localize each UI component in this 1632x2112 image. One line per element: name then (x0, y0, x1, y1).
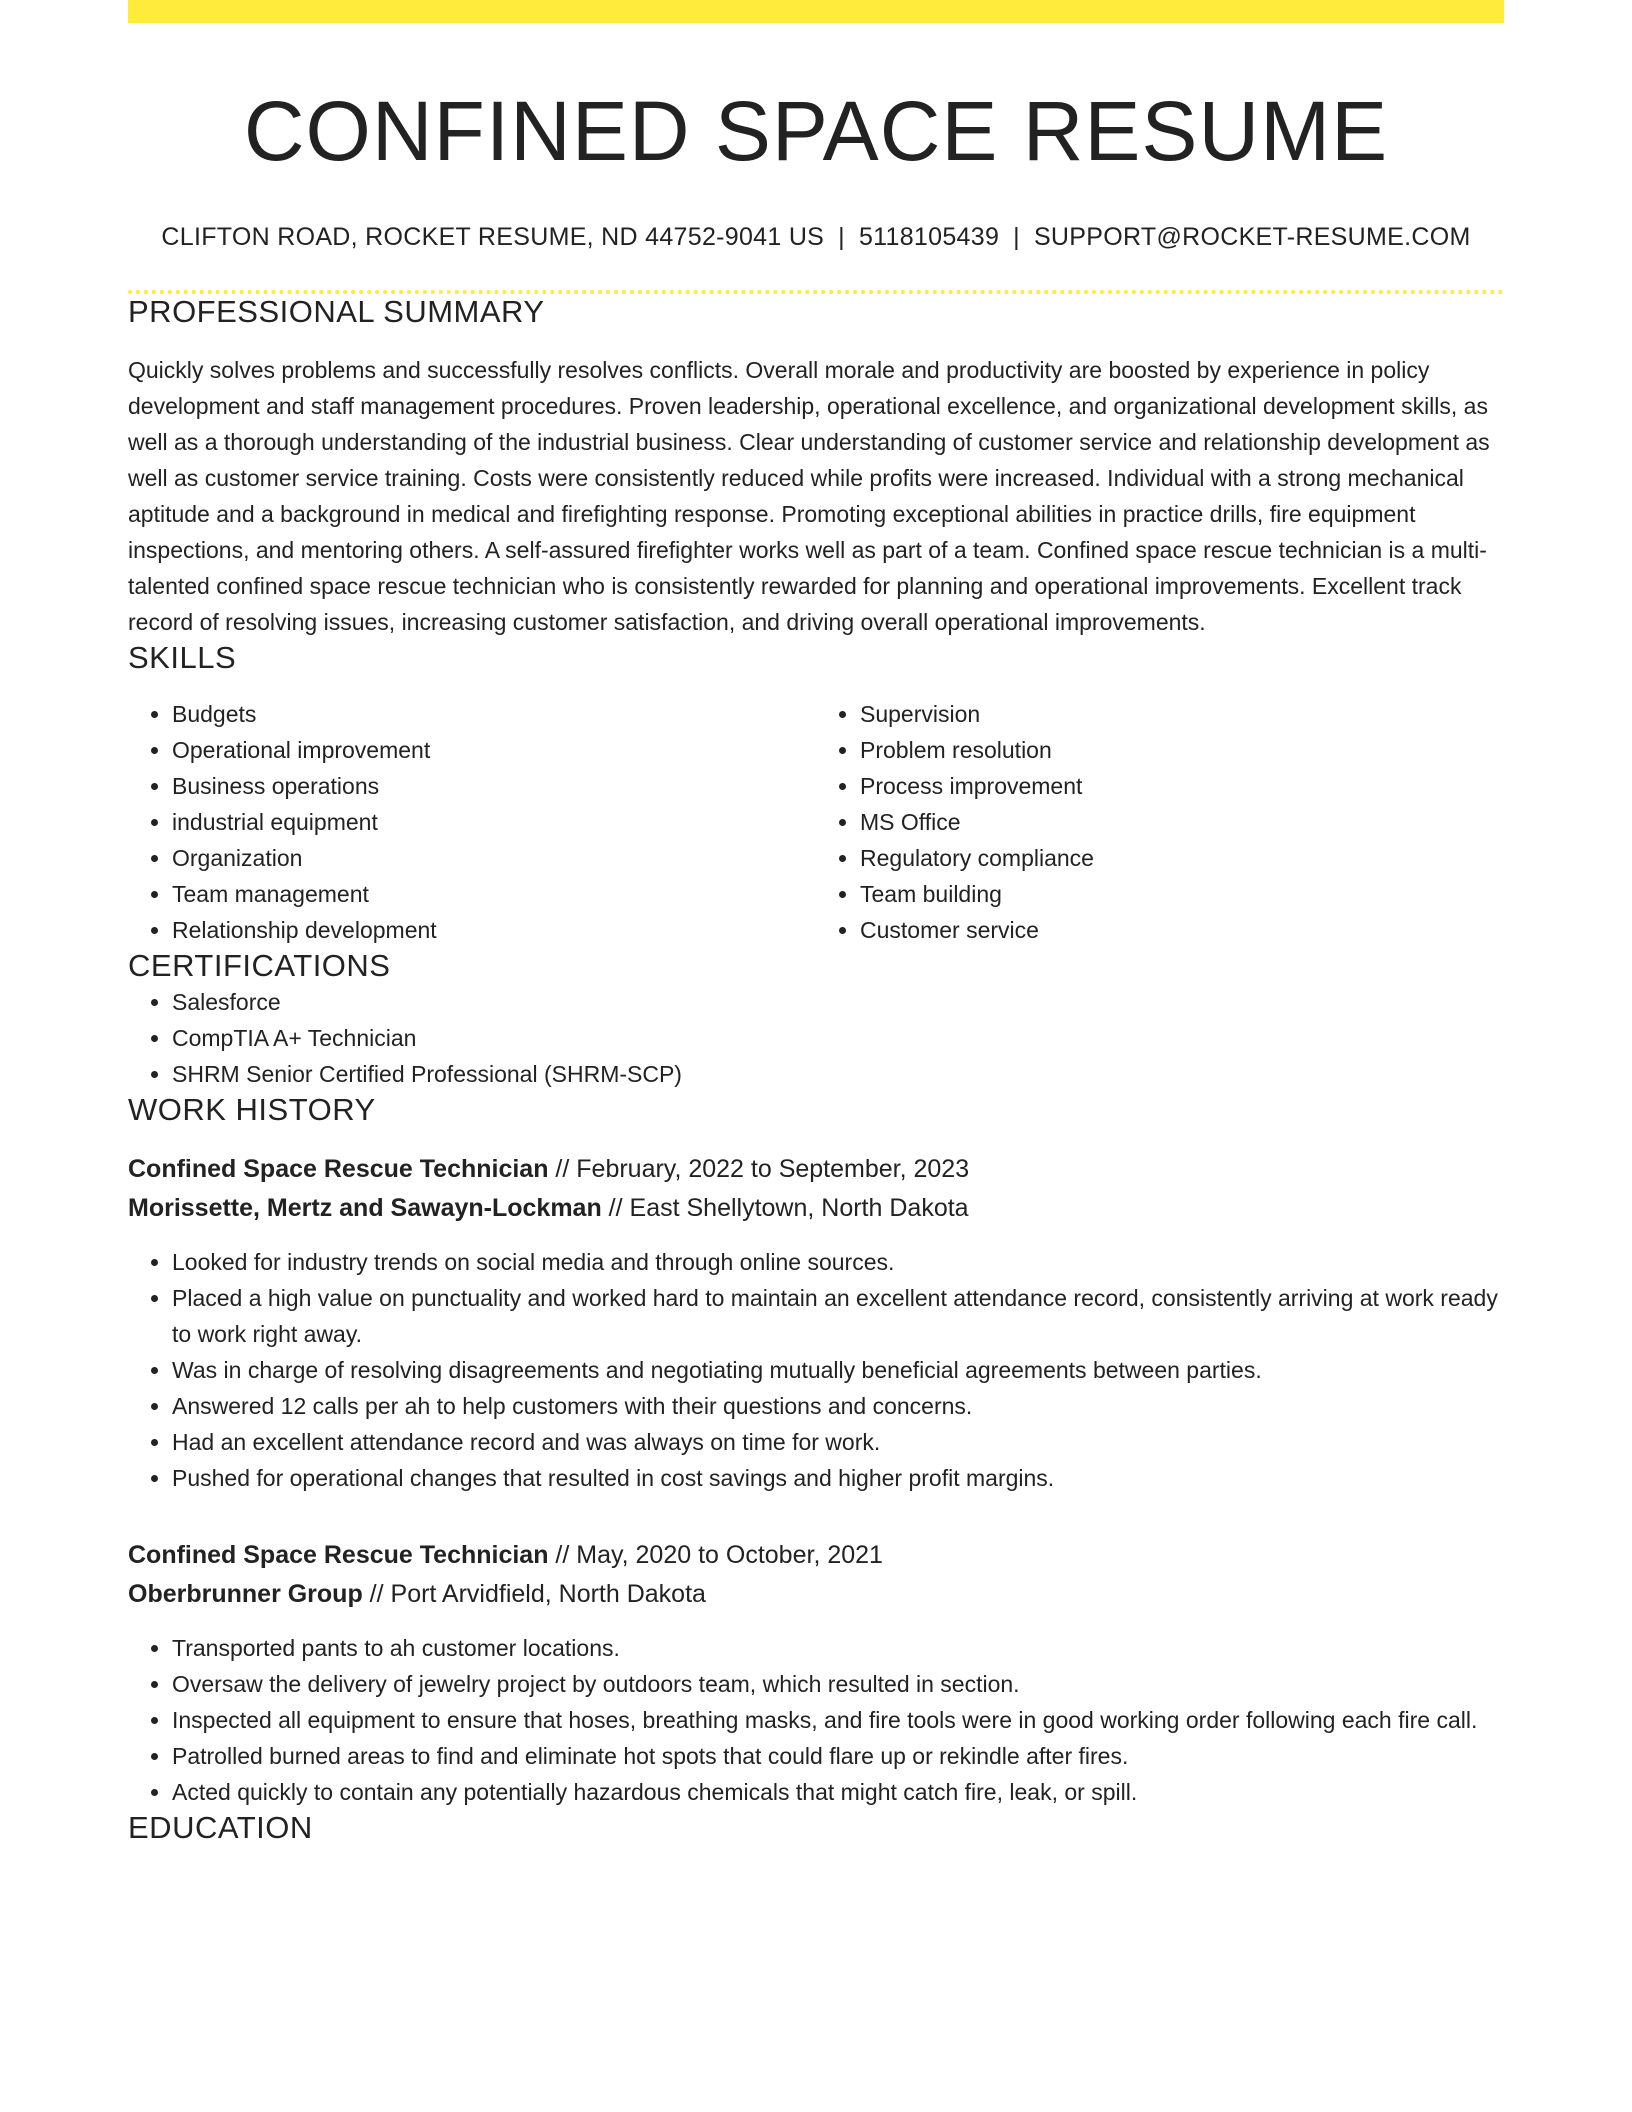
job-bullet: • Answered 12 calls per ah to help customers with their questions and concerns. (172, 1388, 1504, 1424)
certification-item: • SHRM Senior Certified Professional (SHRM-SCP) (172, 1056, 1504, 1092)
certifications-list (128, 984, 1504, 1092)
job-bullet: • Placed a high value on punctuality and worked hard to maintain an excellent attendance record, consistently arriving at work ready to work right away. (172, 1280, 1504, 1352)
contact-separator: | (838, 223, 845, 252)
summary-heading: PROFESSIONAL SUMMARY (128, 294, 545, 330)
contact-phone: 5118105439 (858, 223, 1000, 252)
skill-item: • Relationship development (172, 912, 816, 948)
job-company-line (128, 1575, 1504, 1614)
skill-item: • Budgets (172, 696, 816, 732)
job-bullets (128, 1244, 1504, 1496)
job-dates: // February, 2022 to September, 2023 (548, 1155, 970, 1184)
job-bullet: • Patrolled burned areas to find and eliminate hot spots that could flare up or rekindle after fires. (172, 1738, 1504, 1774)
job-bullet: • Was in charge of resolving disagreements and negotiating mutually beneficial agreements between parties. (172, 1352, 1504, 1388)
summary-text: Quickly solves problems and successfully resolves conflicts. Overall morale and productivity are boosted by experience in policy development and staff management procedures. Proven leadership, operational excellence, and organizational development skills, as well as a thorough understanding of the industrial business. Clear understanding of customer service and relationship development as well as customer service training. Costs were consistently reduced while profits were increased. Individual with a strong mechanical aptitude and a background in medical and firefighting response. Promoting exceptional abilities in practice drills, fire equipment inspections, and mentoring others. A self-assured firefighter works well as part of a team. Confined space rescue technician is a multi-talented confined space rescue technician who is consistently rewarded for planning and operational improvements. Excellent track record of resolving issues, increasing customer satisfaction, and driving overall operational improvements. (128, 357, 1490, 636)
certification-item: • CompTIA A+ Technician (172, 1020, 1504, 1056)
job-location: // Port Arvidfield, North Dakota (362, 1580, 706, 1609)
skill-item: • Business operations (172, 768, 816, 804)
contact-address: CLIFTON ROAD, ROCKET RESUME, ND 44752-9041 US (161, 223, 825, 252)
job-role-line (128, 1536, 1504, 1575)
work-history-heading: WORK HISTORY (128, 1092, 376, 1128)
certifications-heading: CERTIFICATIONS (128, 948, 391, 984)
skill-item: • Team management (172, 876, 816, 912)
job-company: Oberbrunner Group (128, 1580, 363, 1609)
skill-item: • Customer service (860, 912, 1504, 948)
skills-list-left (128, 696, 816, 948)
job-bullet: • Transported pants to ah customer locations. (172, 1630, 1504, 1666)
accent-bar (128, 0, 1504, 23)
job-dates: // May, 2020 to October, 2021 (548, 1541, 883, 1570)
job-role: Confined Space Rescue Technician (128, 1541, 549, 1570)
certification-item: • Salesforce (172, 984, 1504, 1020)
job-entry (128, 1536, 1504, 1810)
skills-list-right (816, 696, 1504, 948)
skill-item: • Supervision (860, 696, 1504, 732)
job-bullet: • Looked for industry trends on social media and through online sources. (172, 1244, 1504, 1280)
skill-item: • Regulatory compliance (860, 840, 1504, 876)
contact-line (128, 223, 1504, 252)
job-role: Confined Space Rescue Technician (128, 1155, 549, 1184)
contact-separator: | (1013, 223, 1020, 252)
skill-item: • Process improvement (860, 768, 1504, 804)
job-entry (128, 1150, 1504, 1496)
job-location: // East Shellytown, North Dakota (601, 1194, 969, 1223)
job-bullet: • Had an excellent attendance record and was always on time for work. (172, 1424, 1504, 1460)
job-bullet: • Oversaw the delivery of jewelry project by outdoors team, which resulted in section. (172, 1666, 1504, 1702)
skill-item: • Problem resolution (860, 732, 1504, 768)
skill-item: • industrial equipment (172, 804, 816, 840)
skill-item: • Team building (860, 876, 1504, 912)
job-company: Morissette, Mertz and Sawayn-Lockman (128, 1194, 602, 1223)
skills-heading: SKILLS (128, 640, 237, 676)
skill-item: • MS Office (860, 804, 1504, 840)
contact-email: SUPPORT@ROCKET-RESUME.COM (1033, 223, 1471, 252)
job-bullet: • Acted quickly to contain any potentially hazardous chemicals that might catch fire, leak, or spill. (172, 1774, 1504, 1810)
skill-item: • Operational improvement (172, 732, 816, 768)
resume-page (128, 0, 1504, 1846)
job-company-line (128, 1189, 1504, 1228)
skill-item: • Organization (172, 840, 816, 876)
job-bullet: • Inspected all equipment to ensure that hoses, breathing masks, and fire tools were in good working order following each fire call. (172, 1702, 1504, 1738)
skills-columns (128, 696, 1504, 948)
job-bullets (128, 1630, 1504, 1810)
education-heading: EDUCATION (128, 1810, 313, 1846)
job-bullet: • Pushed for operational changes that resulted in cost savings and higher profit margins. (172, 1460, 1504, 1496)
resume-title: CONFINED SPACE RESUME (243, 84, 1389, 178)
job-role-line (128, 1150, 1504, 1189)
